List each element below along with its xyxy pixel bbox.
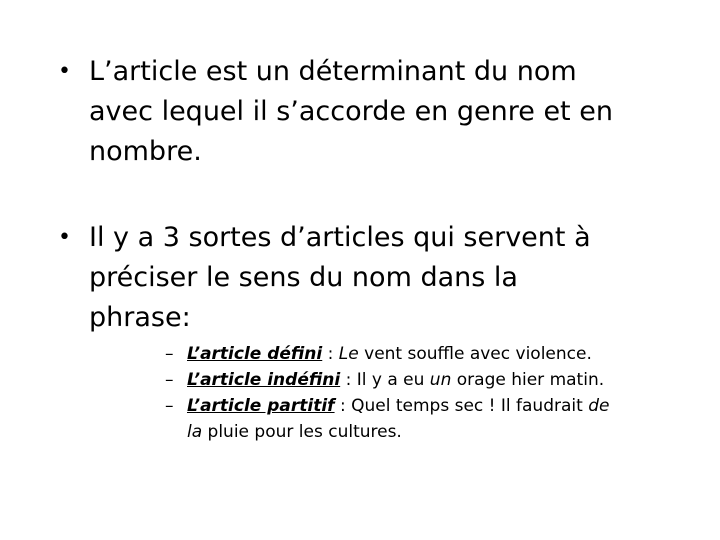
term-article-indefini: L’article indéfini [187, 370, 341, 390]
example-text: orage hier matin. [451, 370, 605, 390]
term-article-defini: L’article défini [187, 344, 323, 364]
bullet-line: L’article est un déterminant du nom [89, 56, 577, 87]
example-word: la [187, 422, 203, 442]
article-types-list [163, 341, 703, 445]
bullet-line: Il y a 3 sortes d’articles qui servent à [89, 222, 591, 253]
dash-marker: – [165, 370, 174, 390]
bullet-marker: • [58, 225, 71, 250]
bullet-line: phrase: [89, 302, 191, 333]
sub-item-article-partitif-continuation [163, 419, 703, 445]
example-text: Il y a eu [356, 370, 430, 390]
separator: : [322, 344, 339, 364]
sub-item-article-defini [163, 341, 703, 367]
example-word: Le [338, 344, 359, 364]
bullet-marker: • [58, 59, 71, 84]
example-word: de [588, 396, 610, 416]
bullet-line: préciser le sens du nom dans la [89, 262, 518, 293]
bullet-item-article-types [58, 218, 698, 338]
separator: : [340, 370, 357, 390]
bullet-line: nombre. [89, 136, 202, 167]
example-text: Quel temps sec ! Il faudrait [351, 396, 589, 416]
example-text: pluie pour les cultures. [202, 422, 402, 442]
sub-item-article-indefini [163, 367, 703, 393]
dash-marker: – [165, 344, 174, 364]
separator: : [334, 396, 352, 416]
bullet-item-article-definition [58, 52, 698, 172]
example-word: un [429, 370, 452, 390]
sub-item-article-partitif [163, 393, 703, 419]
dash-marker: – [165, 396, 174, 416]
term-article-partitif: L’article partitif [187, 396, 335, 416]
example-text: vent souffle avec violence. [358, 344, 592, 364]
bullet-line: avec lequel il s’accorde en genre et en [89, 96, 613, 127]
